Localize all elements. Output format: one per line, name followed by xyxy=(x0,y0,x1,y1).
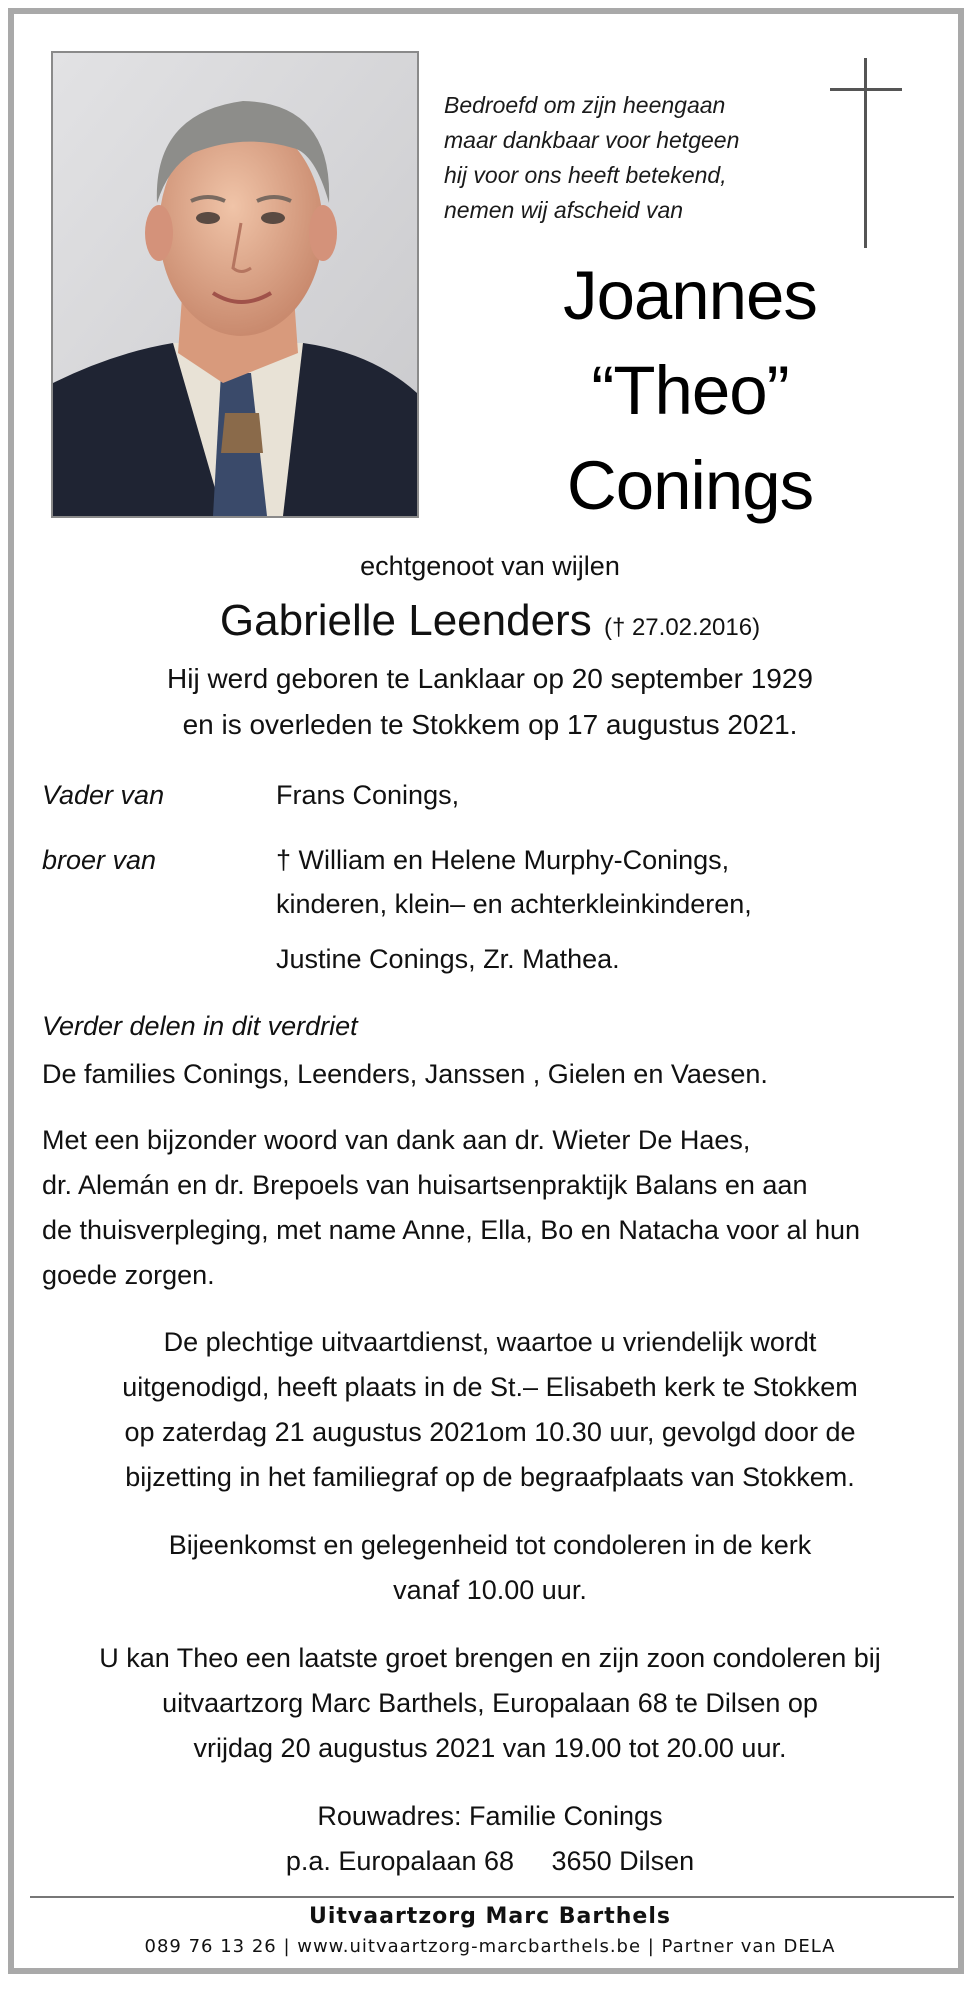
spouse-name: Gabrielle Leenders xyxy=(219,596,592,645)
cross-icon xyxy=(830,58,902,248)
gathering-line: vanaf 10.00 uur. xyxy=(393,1575,587,1605)
father-label: Vader van xyxy=(42,780,165,810)
visit-line: uitvaartzorg Marc Barthels, Europalaan 68 te Dilsen op xyxy=(162,1688,818,1718)
footer-contact: 089 76 13 26 | www.uitvaartzorg-marcbarthels.be | Partner van DELA xyxy=(144,1936,836,1957)
spouse-intro: echtgenoot van wijlen xyxy=(360,551,620,581)
deceased-nickname: “Theo” xyxy=(591,352,789,429)
gathering-line: Bijeenkomst en gelegenheid tot condoleren in de kerk xyxy=(168,1530,812,1560)
sharing-value: De families Conings, Leenders, Janssen , Gielen en Vaesen. xyxy=(42,1059,768,1089)
gathering-paragraph xyxy=(40,1523,940,1613)
portrait-photo xyxy=(51,51,419,518)
address-line: p.a. Europalaan 68 3650 Dilsen xyxy=(285,1846,695,1876)
service-line: uitgenodigd, heeft plaats in de St.– Elisabeth kerk te Stokkem xyxy=(122,1372,858,1402)
visit-line: U kan Theo een laatste groet brengen en zijn zoon condoleren bij xyxy=(99,1643,881,1673)
service-line: De plechtige uitvaartdienst, waartoe u vriendelijk wordt xyxy=(163,1327,817,1357)
intro-line: hij voor ons heeft betekend, xyxy=(444,162,727,188)
brother-value: † William en Helene Murphy-Conings, xyxy=(276,845,730,875)
service-line: op zaterdag 21 augustus 2021om 10.30 uur, gevolgd door de xyxy=(124,1417,856,1447)
intro-line: Bedroefd om zijn heengaan xyxy=(444,92,726,118)
intro-line: maar dankbaar voor hetgeen xyxy=(444,127,740,153)
intro-text xyxy=(444,88,804,228)
brother-label: broer van xyxy=(42,845,157,875)
thanks-line: goede zorgen. xyxy=(42,1260,215,1290)
intro-line: nemen wij afscheid van xyxy=(444,197,684,223)
spouse-line xyxy=(40,596,940,646)
brother-value: Justine Conings, Zr. Mathea. xyxy=(276,944,620,974)
father-value: Frans Conings, xyxy=(276,780,460,810)
address-paragraph xyxy=(40,1794,940,1884)
visit-paragraph xyxy=(40,1636,940,1771)
service-line: bijzetting in het familiegraf op de begraafplaats van Stokkem. xyxy=(125,1462,855,1492)
thanks-line: Met een bijzonder woord van dank aan dr. Wieter De Haes, xyxy=(42,1125,751,1155)
service-paragraph xyxy=(40,1320,940,1500)
sharing-label: Verder delen in dit verdriet xyxy=(42,1011,358,1041)
death-line: en is overleden te Stokkem op 17 augustus 2021. xyxy=(182,709,798,740)
visit-line: vrijdag 20 augustus 2021 van 19.00 tot 20.00 uur. xyxy=(193,1733,787,1763)
birth-line: Hij werd geboren te Lanklaar op 20 september 1929 xyxy=(167,663,813,694)
thanks-line: dr. Alemán en dr. Brepoels van huisartsenpraktijk Balans en aan xyxy=(42,1170,808,1200)
footer-company: Uitvaartzorg Marc Barthels xyxy=(309,1904,671,1929)
footer-divider xyxy=(30,1896,954,1898)
thanks-line: de thuisverpleging, met name Anne, Ella, Bo en Natacha voor al hun xyxy=(42,1215,861,1245)
deceased-name xyxy=(520,248,860,533)
deceased-last-name: Conings xyxy=(566,447,814,524)
brother-value: kinderen, klein– en achterkleinkinderen, xyxy=(276,889,752,919)
deceased-first-name: Joannes xyxy=(563,257,817,334)
thanks-paragraph xyxy=(42,1118,860,1298)
address-line: Rouwadres: Familie Conings xyxy=(317,1801,663,1831)
spouse-date: († 27.02.2016) xyxy=(603,614,761,641)
